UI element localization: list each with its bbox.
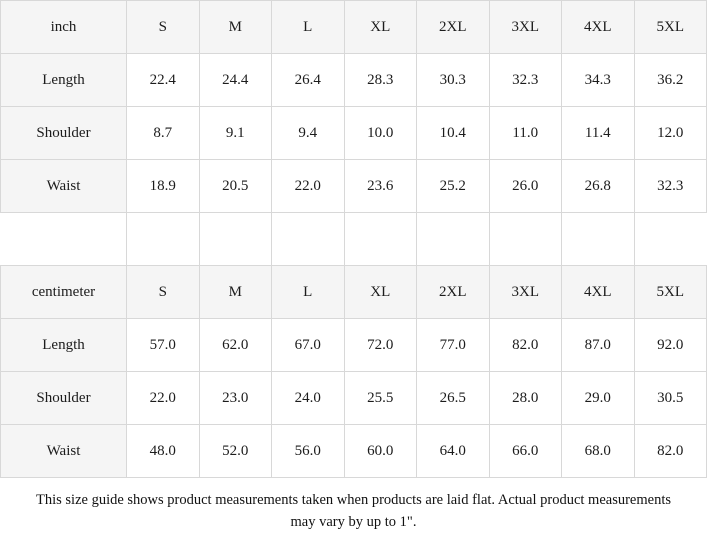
cell-cm-length-3xl: 82.0 xyxy=(489,319,562,372)
size-guide-note: This size guide shows product measurements taken when products are laid flat. Actual product measurements may vary by up to 1". xyxy=(36,492,671,530)
cell-inch-waist-2xl: 25.2 xyxy=(417,160,490,213)
inch-col-header-5xl: 5XL xyxy=(634,1,707,54)
cell-inch-waist-3xl: 26.0 xyxy=(489,160,562,213)
cell-inch-length-l: 26.4 xyxy=(272,54,345,107)
cell-cm-length-4xl: 87.0 xyxy=(562,319,635,372)
cm-col-header-4xl: 4XL xyxy=(562,266,635,319)
cell-inch-waist-s: 18.9 xyxy=(127,160,200,213)
cm-col-header-xl: XL xyxy=(344,266,417,319)
cell-inch-waist-xl: 23.6 xyxy=(344,160,417,213)
cell-cm-length-2xl: 77.0 xyxy=(417,319,490,372)
cell-cm-waist-s: 48.0 xyxy=(127,425,200,478)
cell-cm-length-l: 67.0 xyxy=(272,319,345,372)
table-row xyxy=(1,54,707,107)
cell-cm-shoulder-s: 22.0 xyxy=(127,372,200,425)
inch-col-header-l: L xyxy=(272,1,345,54)
row-label-cm-length: Length xyxy=(1,319,127,372)
inch-col-header-3xl: 3XL xyxy=(489,1,562,54)
cm-unit-label: centimeter xyxy=(1,266,127,319)
cm-header-row xyxy=(1,266,707,319)
inch-header-row xyxy=(1,1,707,54)
table-row xyxy=(1,372,707,425)
cm-col-header-2xl: 2XL xyxy=(417,266,490,319)
cell-inch-length-4xl: 34.3 xyxy=(562,54,635,107)
cell-cm-shoulder-3xl: 28.0 xyxy=(489,372,562,425)
cell-inch-waist-5xl: 32.3 xyxy=(634,160,707,213)
table-row xyxy=(1,425,707,478)
cell-cm-waist-2xl: 64.0 xyxy=(417,425,490,478)
inch-col-header-4xl: 4XL xyxy=(562,1,635,54)
inch-col-header-xl: XL xyxy=(344,1,417,54)
row-label-inch-waist: Waist xyxy=(1,160,127,213)
cell-cm-waist-3xl: 66.0 xyxy=(489,425,562,478)
spacer-cell xyxy=(634,213,707,266)
section-spacer-row xyxy=(1,213,707,266)
cm-col-header-m: M xyxy=(199,266,272,319)
cell-cm-length-5xl: 92.0 xyxy=(634,319,707,372)
cm-col-header-5xl: 5XL xyxy=(634,266,707,319)
table-row xyxy=(1,107,707,160)
cm-col-header-3xl: 3XL xyxy=(489,266,562,319)
cell-inch-length-xl: 28.3 xyxy=(344,54,417,107)
cell-inch-waist-4xl: 26.8 xyxy=(562,160,635,213)
cell-inch-shoulder-2xl: 10.4 xyxy=(417,107,490,160)
cell-inch-length-3xl: 32.3 xyxy=(489,54,562,107)
row-label-inch-shoulder: Shoulder xyxy=(1,107,127,160)
cell-cm-length-s: 57.0 xyxy=(127,319,200,372)
inch-col-header-2xl: 2XL xyxy=(417,1,490,54)
cell-inch-waist-l: 22.0 xyxy=(272,160,345,213)
cell-cm-waist-5xl: 82.0 xyxy=(634,425,707,478)
spacer-cell xyxy=(489,213,562,266)
spacer-cell xyxy=(1,213,127,266)
spacer-cell xyxy=(272,213,345,266)
cell-cm-shoulder-l: 24.0 xyxy=(272,372,345,425)
cell-inch-shoulder-xl: 10.0 xyxy=(344,107,417,160)
cell-inch-length-2xl: 30.3 xyxy=(417,54,490,107)
cell-cm-shoulder-xl: 25.5 xyxy=(344,372,417,425)
cell-cm-waist-l: 56.0 xyxy=(272,425,345,478)
cell-inch-length-m: 24.4 xyxy=(199,54,272,107)
row-label-cm-shoulder: Shoulder xyxy=(1,372,127,425)
cell-inch-length-5xl: 36.2 xyxy=(634,54,707,107)
spacer-cell xyxy=(417,213,490,266)
cell-cm-shoulder-m: 23.0 xyxy=(199,372,272,425)
cell-inch-shoulder-s: 8.7 xyxy=(127,107,200,160)
table-row xyxy=(1,319,707,372)
spacer-cell xyxy=(562,213,635,266)
cell-inch-shoulder-l: 9.4 xyxy=(272,107,345,160)
table-row xyxy=(1,160,707,213)
cell-cm-length-m: 62.0 xyxy=(199,319,272,372)
row-label-cm-waist: Waist xyxy=(1,425,127,478)
cell-cm-shoulder-5xl: 30.5 xyxy=(634,372,707,425)
spacer-cell xyxy=(127,213,200,266)
cell-cm-waist-xl: 60.0 xyxy=(344,425,417,478)
cell-inch-length-s: 22.4 xyxy=(127,54,200,107)
cell-inch-waist-m: 20.5 xyxy=(199,160,272,213)
inch-col-header-m: M xyxy=(199,1,272,54)
cm-col-header-l: L xyxy=(272,266,345,319)
cell-inch-shoulder-m: 9.1 xyxy=(199,107,272,160)
spacer-cell xyxy=(199,213,272,266)
cell-inch-shoulder-5xl: 12.0 xyxy=(634,107,707,160)
inch-col-header-s: S xyxy=(127,1,200,54)
cell-cm-shoulder-2xl: 26.5 xyxy=(417,372,490,425)
cell-cm-length-xl: 72.0 xyxy=(344,319,417,372)
cell-inch-shoulder-3xl: 11.0 xyxy=(489,107,562,160)
cell-inch-shoulder-4xl: 11.4 xyxy=(562,107,635,160)
cm-col-header-s: S xyxy=(127,266,200,319)
cell-cm-waist-m: 52.0 xyxy=(199,425,272,478)
spacer-cell xyxy=(344,213,417,266)
cell-cm-shoulder-4xl: 29.0 xyxy=(562,372,635,425)
cell-cm-waist-4xl: 68.0 xyxy=(562,425,635,478)
row-label-inch-length: Length xyxy=(1,54,127,107)
inch-unit-label: inch xyxy=(1,1,127,54)
